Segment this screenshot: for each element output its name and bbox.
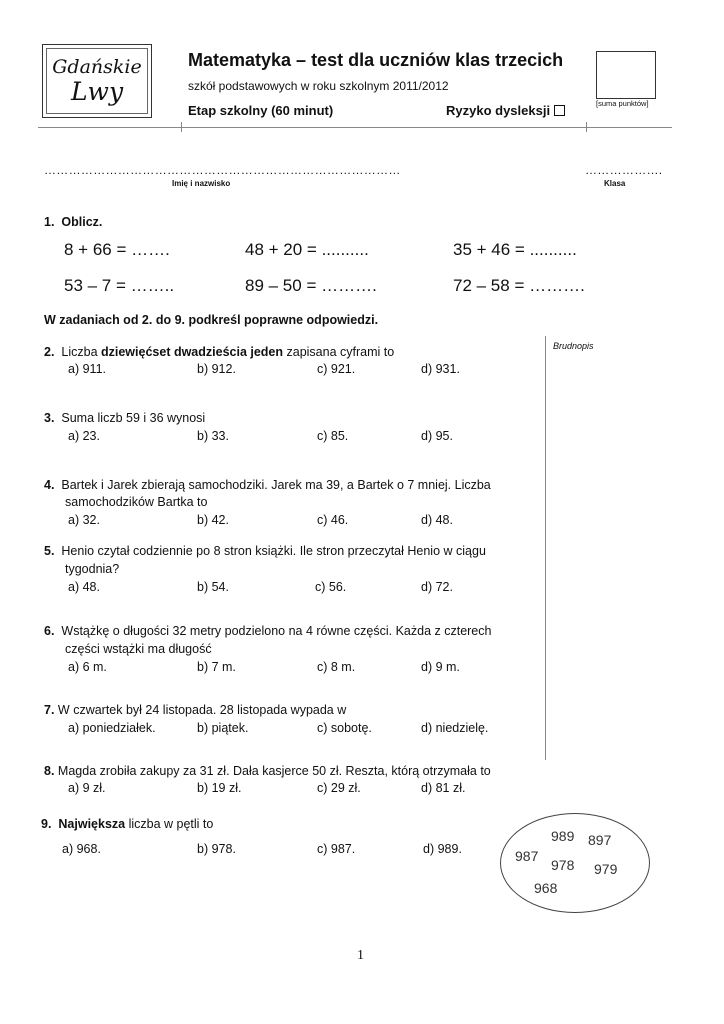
page-number: 1 bbox=[357, 948, 364, 963]
q8-body: Magda zrobiła zakupy za 31 zł. Dała kasjerce 50 zł. Reszta, którą otrzymała to bbox=[57, 764, 491, 778]
q9-post: liczba w pętli to bbox=[125, 817, 214, 831]
page-title: Matematyka – test dla uczniów klas trzecich bbox=[188, 50, 564, 70]
stage-label: Etap szkolny (60 minut) bbox=[188, 103, 334, 118]
q6-line1 bbox=[44, 623, 491, 639]
q6-answer-d[interactable]: d) 9 m. bbox=[421, 660, 460, 674]
q4-answer-d[interactable]: d) 48. bbox=[421, 513, 453, 527]
q5-answer-b[interactable]: b) 54. bbox=[197, 580, 229, 594]
scratch-divider bbox=[545, 336, 546, 760]
q1-number: 1. bbox=[44, 215, 55, 229]
q6-answer-a[interactable]: a) 6 m. bbox=[68, 660, 107, 674]
q1-expr-3: 35 + 46 = .......... bbox=[453, 240, 577, 259]
name-field[interactable]: …………………………………………………………………………… bbox=[44, 163, 401, 177]
loop-number: 989 bbox=[551, 828, 575, 844]
instruction: W zadaniach od 2. do 9. podkreśl poprawne odpowiedzi. bbox=[44, 313, 379, 327]
q1-label: Oblicz. bbox=[61, 215, 103, 229]
q3-answer-d[interactable]: d) 95. bbox=[421, 429, 453, 443]
q5-line2: tygodnia? bbox=[65, 562, 120, 576]
q5-body: Henio czytał codziennie po 8 stron książki. Ile stron przeczytał Henio w ciągu bbox=[61, 544, 486, 558]
q6-answer-c[interactable]: c) 8 m. bbox=[317, 660, 356, 674]
q4-answer-b[interactable]: b) 42. bbox=[197, 513, 229, 527]
q2-answer-c[interactable]: c) 921. bbox=[317, 362, 356, 376]
q5-line1 bbox=[44, 543, 486, 559]
header-tick-right bbox=[586, 122, 587, 132]
header-divider bbox=[38, 127, 672, 128]
loop-number: 979 bbox=[594, 861, 618, 877]
q6-body: Wstążkę o długości 32 metry podzielono na 4 równe części. Każda z czterech bbox=[61, 624, 492, 638]
q7-body: W czwartek był 24 listopada. 28 listopada wypada w bbox=[57, 703, 347, 717]
q8-number: 8. bbox=[44, 764, 55, 778]
q3-answer-b[interactable]: b) 33. bbox=[197, 429, 229, 443]
logo-line2: Lwy bbox=[70, 77, 124, 106]
q9-answer-a[interactable]: a) 968. bbox=[62, 842, 101, 856]
loop-number: 897 bbox=[588, 832, 612, 848]
q2-answer-a[interactable]: a) 911. bbox=[68, 362, 106, 376]
points-box[interactable] bbox=[596, 51, 656, 99]
logo-line1: Gdańskie bbox=[52, 56, 142, 78]
q6-answer-b[interactable]: b) 7 m. bbox=[197, 660, 236, 674]
dyslexia-checkbox[interactable] bbox=[554, 105, 565, 116]
q7-number: 7. bbox=[44, 703, 55, 717]
q9-bold: Największa bbox=[58, 817, 126, 831]
q7-answer-a[interactable]: a) poniedziałek. bbox=[68, 721, 156, 735]
q1-expr-6: 72 – 58 = ………. bbox=[453, 276, 585, 295]
q7-answer-c[interactable]: c) sobotę. bbox=[317, 721, 372, 735]
q8-answer-d[interactable]: d) 81 zł. bbox=[421, 781, 466, 795]
q5-answer-c[interactable]: c) 56. bbox=[315, 580, 347, 594]
q6-number: 6. bbox=[44, 624, 55, 638]
q4-answer-c[interactable]: c) 46. bbox=[317, 513, 349, 527]
q5-number: 5. bbox=[44, 544, 55, 558]
q4-body: Bartek i Jarek zbierają samochodziki. Jarek ma 39, a Bartek o 7 mniej. Liczba bbox=[61, 478, 491, 492]
q9-answer-b[interactable]: b) 978. bbox=[197, 842, 236, 856]
q5-answer-a[interactable]: a) 48. bbox=[68, 580, 100, 594]
q2-answer-d[interactable]: d) 931. bbox=[421, 362, 460, 376]
q2-text bbox=[44, 344, 394, 360]
q9-answer-c[interactable]: c) 987. bbox=[317, 842, 356, 856]
class-field[interactable]: ………………. bbox=[585, 163, 663, 177]
q1-heading bbox=[44, 214, 102, 230]
q9-text bbox=[41, 816, 213, 832]
logo bbox=[42, 44, 152, 118]
q1-expr-2: 48 + 20 = .......... bbox=[245, 240, 369, 259]
q1-expr-5: 89 – 50 = ………. bbox=[245, 276, 377, 295]
q3-answer-c[interactable]: c) 85. bbox=[317, 429, 349, 443]
q8-text bbox=[44, 763, 491, 779]
q1-expr-1: 8 + 66 = ……. bbox=[64, 240, 170, 259]
q2-bold: dziewięćset dwadzieścia jeden bbox=[101, 345, 284, 359]
q8-answer-a[interactable]: a) 9 zł. bbox=[68, 781, 106, 795]
loop-number: 987 bbox=[515, 848, 539, 864]
dyslexia-label bbox=[446, 103, 565, 118]
points-label: [suma punktów] bbox=[596, 99, 649, 108]
dyslexia-text: Ryzyko dysleksji bbox=[446, 103, 551, 118]
q7-text bbox=[44, 702, 346, 718]
q3-body: Suma liczb 59 i 36 wynosi bbox=[61, 411, 206, 425]
class-label: Klasa bbox=[604, 179, 626, 188]
q9-answer-d[interactable]: d) 989. bbox=[423, 842, 462, 856]
q3-text bbox=[44, 410, 205, 426]
q2-pre: Liczba bbox=[61, 345, 101, 359]
q4-line1 bbox=[44, 477, 491, 493]
q7-answer-d[interactable]: d) niedzielę. bbox=[421, 721, 489, 735]
q8-answer-c[interactable]: c) 29 zł. bbox=[317, 781, 361, 795]
loop-number: 978 bbox=[551, 857, 575, 873]
q2-answer-b[interactable]: b) 912. bbox=[197, 362, 236, 376]
loop-number: 968 bbox=[534, 880, 558, 896]
q1-expr-4: 53 – 7 = …….. bbox=[64, 276, 175, 295]
q3-number: 3. bbox=[44, 411, 55, 425]
q4-line2: samochodzików Bartka to bbox=[65, 495, 208, 509]
q8-answer-b[interactable]: b) 19 zł. bbox=[197, 781, 242, 795]
q6-line2: części wstążki ma długość bbox=[65, 642, 212, 656]
q2-post: zapisana cyframi to bbox=[283, 345, 395, 359]
q4-answer-a[interactable]: a) 32. bbox=[68, 513, 100, 527]
q7-answer-b[interactable]: b) piątek. bbox=[197, 721, 249, 735]
q4-number: 4. bbox=[44, 478, 55, 492]
name-label: Imię i nazwisko bbox=[172, 179, 231, 188]
q3-answer-a[interactable]: a) 23. bbox=[68, 429, 100, 443]
q2-number: 2. bbox=[44, 345, 55, 359]
q5-answer-d[interactable]: d) 72. bbox=[421, 580, 453, 594]
header-tick-left bbox=[181, 122, 182, 132]
page-subtitle: szkół podstawowych w roku szkolnym 2011/2012 bbox=[188, 79, 449, 93]
scratch-label: Brudnopis bbox=[553, 341, 594, 351]
q9-number: 9. bbox=[41, 817, 52, 831]
